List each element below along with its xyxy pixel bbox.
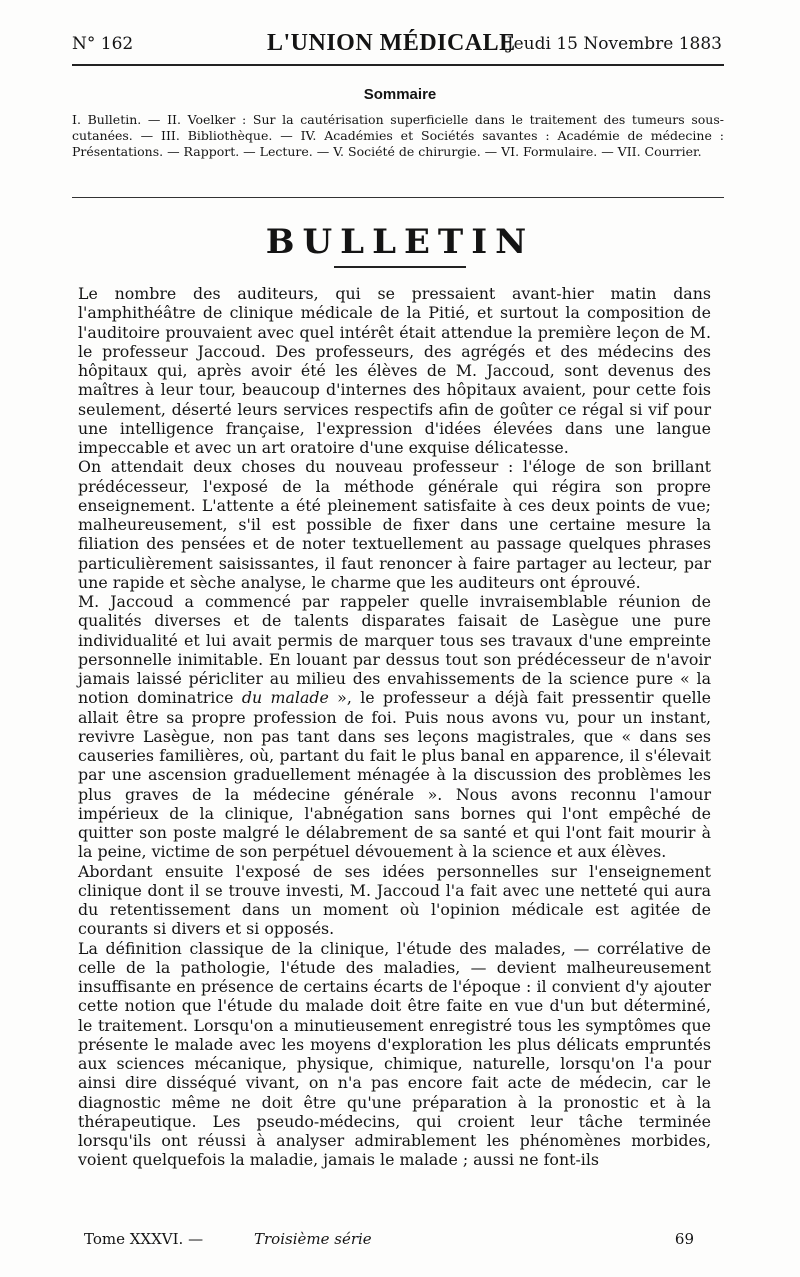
paragraph-2: On attendait deux choses du nouveau professeur : l'éloge de son brillant prédécesseur, l'exposé de la méthode générale qui régira son propre enseignement. L'attente a été pleinement satisfaite à ces deux points de vue; malheureusement, s'il est possible de fixer dans une certaine mesure la filiation des pensées et de noter textuellement au passage quelques phrases particulièrement saisissantes, il faut renoncer à faire partager au lecteur, par une rapide et sèche analyse, le charme que les auditeurs ont éprouvé. — [78, 457, 711, 592]
paragraph-3-emphasis: du malade — [241, 688, 329, 708]
footer-series: Troisième série — [254, 1230, 372, 1248]
page-footer — [84, 1230, 694, 1252]
issue-date: Jeudi 15 Novembre 1883 — [506, 34, 722, 54]
journal-title: L'UNION MÉDICALE — [267, 30, 516, 56]
sommaire-title: Sommaire — [363, 86, 437, 103]
bulletin-heading: BULLETIN — [265, 222, 535, 262]
page-header — [72, 30, 722, 60]
paragraph-3-end: », le professeur a déjà fait pressentir quelle allait être sa propre profession de foi. Puis nous avons vu, pour un instant, revivre Lasègue, non pas tant dans ses leçons magistrales, que « dans ses causeries familières, où, partant du fait le plus banal en apparence, il s'élevait par une ascension graduellement ménagée à la discussion des problèmes les plus graves de la médecine générale ». Nous avons reconnu l'amour impérieux de la clinique, l'abnégation sans bornes qui l'ont empêché de quitter son poste malgré le délabrement de sa santé et qui l'ont fait mourir à la peine, victime de son perpétuel dévouement à la science et aux élèves. — [78, 688, 711, 862]
paragraph-1: Le nombre des auditeurs, qui se pressaient avant-hier matin dans l'amphithéâtre de clinique médicale de la Pitié, et surtout la composition de l'auditoire prouvaient avec quel intérêt était attendue la première leçon de M. le professeur Jaccoud. Des professeurs, des agrégés et des médecins des hôpitaux qui, après avoir été les élèves de M. Jaccoud, sont devenus des maîtres à leur tour, beaucoup d'internes des hôpitaux avaient, pour cette fois seulement, déserté leurs services respectifs afin de goûter ce régal si vif pour une intelligence française, l'expression d'idées élevées dans une langue impeccable et avec un art oratoire d'une exquise délicatesse. — [78, 284, 711, 457]
paragraph-5: La définition classique de la clinique, l'étude des malades, — corrélative de celle de la pathologie, l'étude des maladies, — devient malheureusement insuffisante en présence de certains écarts de l'époque : il convient d'y ajouter cette notion que l'étude du malade doit être faite en vue d'un but déterminé, le traitement. Lorsqu'on a minutieusement enregistré tous les symptômes que présente le malade avec les moyens d'exploration les plus délicats empruntés aux sciences mécanique, physique, chimique, naturelle, lorsqu'on l'a pour ainsi dire disséqué vivant, on n'a pas encore fait acte de médecin, car le diagnostic même ne doit être qu'une préparation à la pronostic et à la thérapeutique. Les pseudo-médecins, qui croient leur tâche terminée lorsqu'ils ont réussi à analyser admirablement les phénomènes morbides, voient quelquefois la maladie, jamais le malade ; aussi ne font-ils — [78, 938, 711, 1170]
article-body — [78, 284, 711, 1170]
sommaire-contents: I. Bulletin. — II. Voelker : Sur la cautérisation superficielle dans le traitement des tumeurs sous-cutanées. — III. Bibliothèque. — IV. Académies et Sociétés savantes : Académie de médecine : Présentations. — Rapport. — Lecture. — V. Société de chirurgie. — VI. Formulaire. — VII. Courrier. — [72, 112, 724, 159]
footer-tome: Tome XXXVI. — — [84, 1230, 204, 1248]
header-rule — [72, 64, 724, 66]
issue-number: N° 162 — [72, 34, 134, 54]
paragraph-3 — [78, 592, 711, 862]
paragraph-4: Abordant ensuite l'exposé de ses idées personnelles sur l'enseignement clinique dont il se trouve investi, M. Jaccoud l'a fait avec une netteté qui aura du retentissement dans un moment où l'opinion médicale est agitée de courants si divers et si opposés. — [78, 861, 711, 939]
sommaire-rule — [72, 197, 724, 198]
bulletin-rule — [334, 266, 466, 268]
footer-page-number: 69 — [674, 1230, 694, 1248]
paragraph-3-start: M. Jaccoud a commencé par rappeler quelle invraisemblable réunion de qualités diverses et de talents disparates faisait de Lasègue une pure individualité et lui avait permis de marquer tous ses travaux d'une empreinte personnelle inimitable. En louant par dessus tout son prédécesseur de n'avoir jamais laissé péricliter au milieu des envahissements de la science pure « la notion dominatrice — [78, 592, 711, 708]
